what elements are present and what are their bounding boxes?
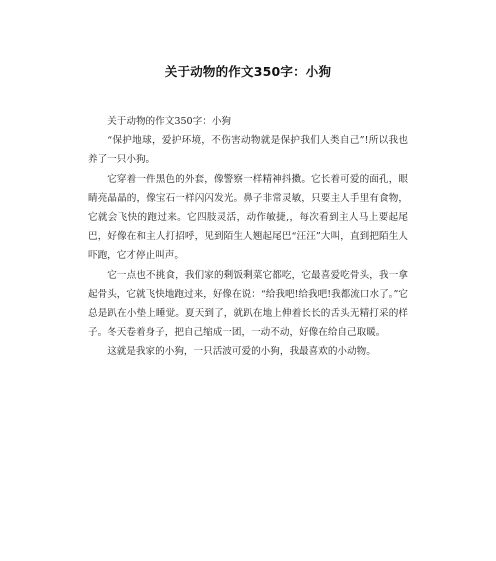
paragraph-appearance: 它穿着一件黑色的外套，像警察一样精神抖擞。它长着可爱的面孔，眼睛亮晶晶的，像宝石一样闪闪发光。鼻子非常灵敏，只要主人手里有食物，它就会飞快的跑过来。它四肢灵活，动作敏捷,，每次看到主人马上要起尾巴，好像在和主人打招呼，见到陌生人翘起尾巴“汪汪”大叫，直到把陌生人吓跑，它才停止叫声。: [88, 173, 408, 262]
paragraph-intro: “保护地球，爱护环境，不伤害动物就是保护我们人类自己”!所以我也养了一只小狗。: [88, 135, 408, 166]
paragraph-heading-repeat: 关于动物的作文350字：小狗: [107, 116, 232, 127]
document-body: [88, 112, 408, 362]
document-title: 关于动物的作文350字：小狗: [164, 64, 332, 79]
paragraph-conclusion: 这就是我家的小狗，一只活波可爱的小狗，我最喜欢的小动物。: [107, 346, 376, 358]
paragraph-habits: 它一点也不挑食，我们家的剩饭剩菜它都吃，它最喜爱吃骨头，我一拿起骨头，它就飞快地跑过来，好像在说：“给我吧!给我吧!我都流口水了。”它总是趴在小垫上睡觉。夏天到了，就趴在地上伸着长长的舌头无精打采的样子。冬天卷着身子，把自己缩成一团，一动不动，好像在给自己取暖。: [88, 269, 408, 339]
